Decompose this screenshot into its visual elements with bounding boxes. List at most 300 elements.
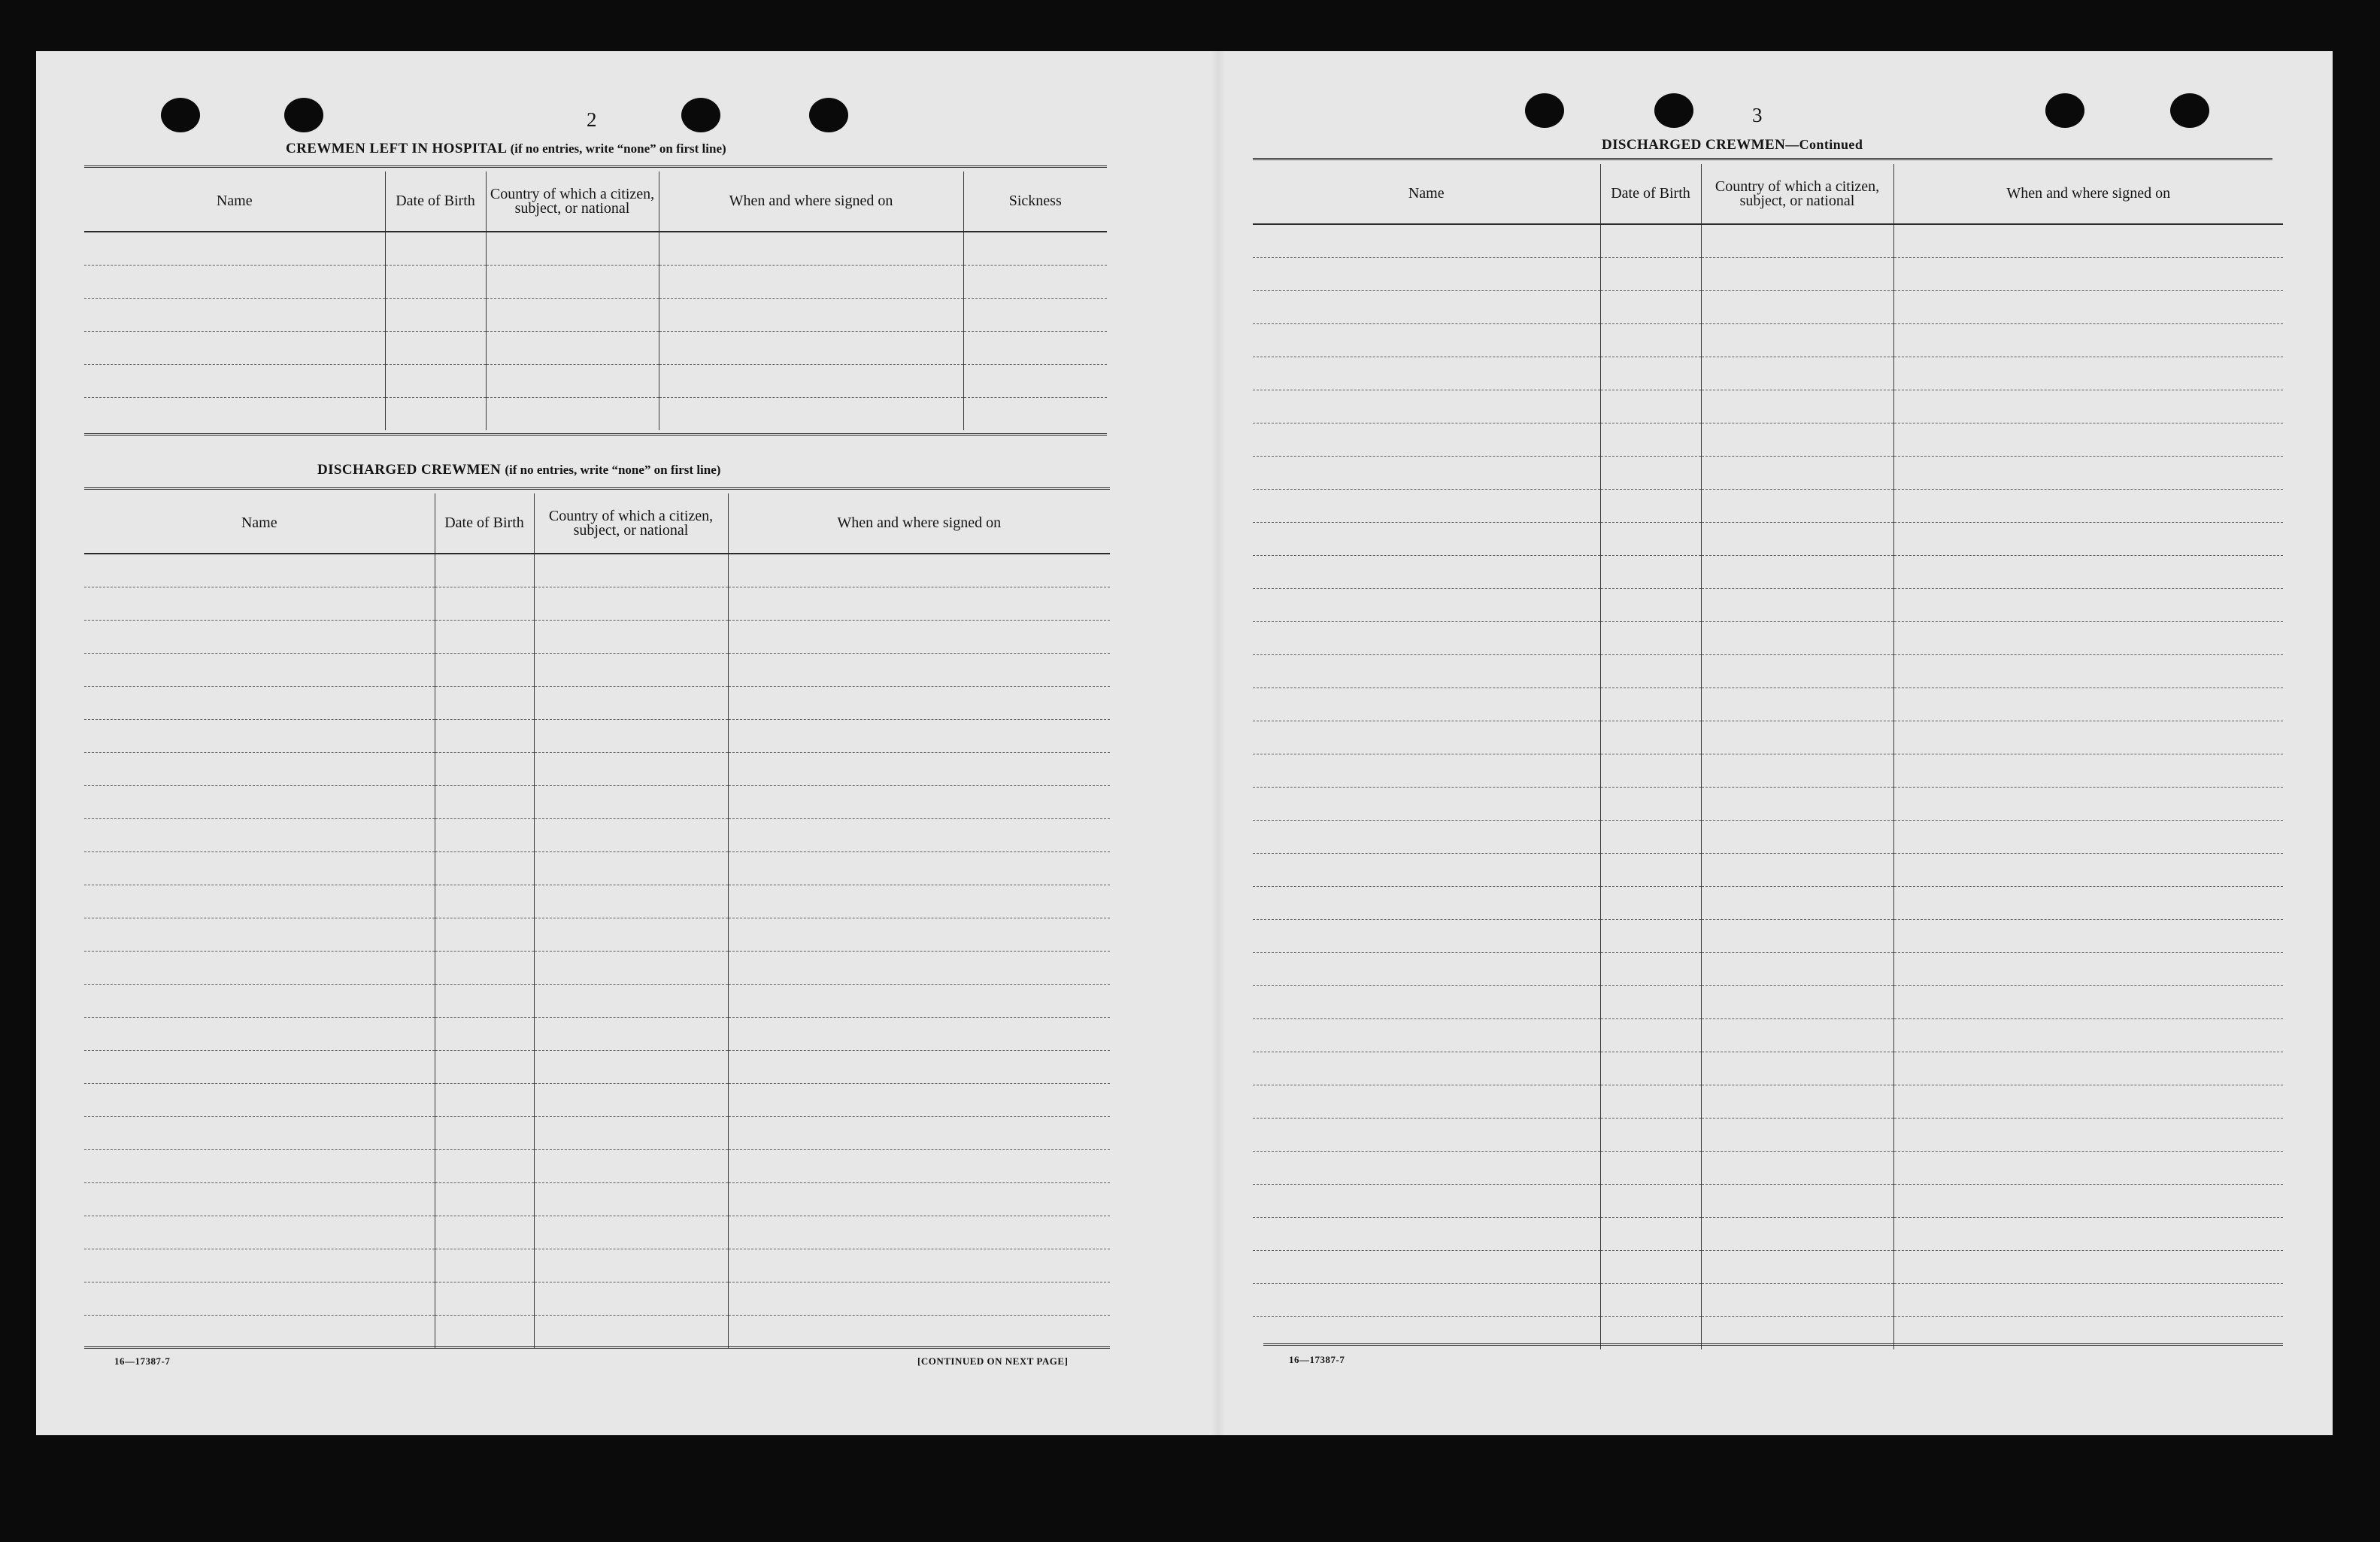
blank-entry-cell: [1600, 621, 1701, 654]
continued-note: [CONTINUED ON NEXT PAGE]: [917, 1355, 1069, 1367]
blank-entry-cell: [435, 653, 534, 686]
col-header-name: Name: [84, 172, 385, 232]
blank-entry-cell: [1253, 323, 1600, 357]
table-row: [84, 554, 1110, 587]
blank-entry-cell: [1701, 1085, 1893, 1118]
blank-entry-cell: [1253, 257, 1600, 290]
blank-entry-cell: [435, 1216, 534, 1249]
blank-entry-cell: [84, 265, 385, 298]
blank-entry-cell: [728, 818, 1110, 851]
blank-entry-cell: [534, 984, 728, 1017]
blank-entry-cell: [435, 851, 534, 885]
blank-entry-cell: [84, 1182, 435, 1216]
blank-entry-cell: [435, 686, 534, 719]
blank-entry-cell: [1253, 456, 1600, 489]
blank-entry-cell: [534, 653, 728, 686]
blank-entry-cell: [435, 1083, 534, 1116]
blank-entry-cell: [728, 918, 1110, 951]
blank-entry-cell: [1253, 853, 1600, 886]
blank-entry-cell: [534, 885, 728, 918]
blank-entry-cell: [1253, 390, 1600, 423]
blank-entry-cell: [1893, 489, 2283, 522]
blank-entry-cell: [1893, 1118, 2283, 1151]
blank-entry-cell: [1893, 1151, 2283, 1184]
blank-entry-cell: [1701, 456, 1893, 489]
blank-entry-cell: [728, 1216, 1110, 1249]
table-row: [1253, 323, 2283, 357]
table-row: [84, 1017, 1110, 1050]
hospital-instruction: (if no entries, write “none” on first line): [510, 141, 726, 156]
discharged-continued-title: [1602, 137, 1863, 153]
blank-entry-cell: [534, 818, 728, 851]
table-row: [84, 1315, 1110, 1348]
blank-entry-cell: [385, 265, 486, 298]
blank-entry-cell: [1253, 985, 1600, 1018]
col-header-dob: Date of Birth: [385, 172, 486, 232]
table-row: [1253, 456, 2283, 489]
discharged-table: [84, 493, 1110, 1348]
blank-entry-cell: [84, 364, 385, 397]
blank-entry-cell: [435, 1182, 534, 1216]
blank-entry-cell: [435, 984, 534, 1017]
blank-entry-cell: [1701, 1052, 1893, 1085]
blank-entry-cell: [1600, 654, 1701, 688]
blank-entry-cell: [1701, 489, 1893, 522]
table-row: [84, 1116, 1110, 1149]
table-row: [1253, 1217, 2283, 1250]
table-row: [1253, 1085, 2283, 1118]
blank-entry-cell: [1600, 1018, 1701, 1052]
blank-entry-cell: [728, 1149, 1110, 1182]
blank-entry-cell: [1893, 1250, 2283, 1283]
discharged-section-title: [317, 462, 720, 478]
blank-entry-cell: [1253, 820, 1600, 853]
blank-entry-cell: [435, 620, 534, 653]
table-row: [1253, 423, 2283, 456]
table-row: [1253, 787, 2283, 820]
table-row: [1253, 1018, 2283, 1052]
blank-entry-cell: [435, 554, 534, 587]
blank-entry-cell: [435, 719, 534, 752]
table-row: [1253, 224, 2283, 257]
blank-entry-cell: [1600, 1217, 1701, 1250]
blank-entry-cell: [1600, 522, 1701, 555]
blank-entry-cell: [435, 918, 534, 951]
blank-entry-cell: [1600, 456, 1701, 489]
punch-hole: [809, 98, 848, 132]
blank-entry-cell: [728, 653, 1110, 686]
blank-entry-cell: [659, 331, 963, 364]
blank-entry-cell: [659, 265, 963, 298]
blank-entry-cell: [728, 1249, 1110, 1282]
table-row: [84, 752, 1110, 785]
blank-entry-cell: [1701, 654, 1893, 688]
table-row: [84, 951, 1110, 984]
blank-entry-cell: [728, 752, 1110, 785]
punch-hole: [2170, 93, 2209, 128]
blank-entry-cell: [1701, 919, 1893, 952]
blank-entry-cell: [84, 785, 435, 818]
table-row: [1253, 886, 2283, 919]
blank-entry-cell: [1893, 952, 2283, 985]
blank-entry-cell: [1600, 1250, 1701, 1283]
blank-entry-cell: [1600, 390, 1701, 423]
blank-entry-cell: [534, 1050, 728, 1083]
punch-hole: [284, 98, 323, 132]
table-row: [1253, 721, 2283, 754]
blank-entry-cell: [534, 719, 728, 752]
blank-entry-cell: [534, 686, 728, 719]
blank-entry-cell: [728, 851, 1110, 885]
blank-entry-cell: [84, 232, 385, 265]
col-header-country: Country of which a citizen, subject, or national: [1701, 164, 1893, 224]
punch-hole: [681, 98, 720, 132]
table-row: [84, 397, 1107, 430]
blank-entry-cell: [1701, 1184, 1893, 1217]
blank-entry-cell: [1893, 886, 2283, 919]
blank-entry-cell: [1600, 886, 1701, 919]
blank-entry-cell: [84, 885, 435, 918]
blank-entry-cell: [1701, 886, 1893, 919]
table-row: [84, 1216, 1110, 1249]
blank-entry-cell: [534, 1282, 728, 1315]
blank-entry-cell: [534, 1149, 728, 1182]
blank-entry-cell: [1701, 820, 1893, 853]
blank-entry-cell: [84, 951, 435, 984]
blank-entry-cell: [1253, 688, 1600, 721]
hospital-bottom-rule: [84, 433, 1107, 436]
blank-entry-cell: [1701, 257, 1893, 290]
blank-entry-cell: [1701, 290, 1893, 323]
table-row: [84, 1282, 1110, 1315]
blank-entry-cell: [435, 1116, 534, 1149]
blank-entry-cell: [84, 1315, 435, 1348]
blank-entry-cell: [1600, 919, 1701, 952]
blank-entry-cell: [84, 1149, 435, 1182]
blank-entry-cell: [728, 984, 1110, 1017]
blank-entry-cell: [534, 1249, 728, 1282]
table-row: [84, 620, 1110, 653]
blank-entry-cell: [534, 918, 728, 951]
blank-entry-cell: [1893, 588, 2283, 621]
blank-entry-cell: [1253, 1052, 1600, 1085]
blank-entry-cell: [1893, 224, 2283, 257]
col-header-name: Name: [84, 493, 435, 554]
blank-entry-cell: [534, 851, 728, 885]
blank-entry-cell: [1701, 588, 1893, 621]
table-row: [84, 785, 1110, 818]
blank-entry-cell: [1893, 688, 2283, 721]
discharged-continued-table: [1253, 164, 2283, 1349]
table-row: [1253, 1184, 2283, 1217]
blank-entry-cell: [84, 719, 435, 752]
blank-entry-cell: [1893, 985, 2283, 1018]
table-row: [1253, 390, 2283, 423]
table-row: [84, 885, 1110, 918]
blank-entry-cell: [1600, 489, 1701, 522]
blank-entry-cell: [728, 587, 1110, 620]
blank-entry-cell: [1893, 754, 2283, 787]
blank-entry-cell: [1893, 853, 2283, 886]
blank-entry-cell: [659, 232, 963, 265]
blank-entry-cell: [84, 918, 435, 951]
hospital-table: [84, 172, 1107, 430]
blank-entry-cell: [1253, 1151, 1600, 1184]
blank-entry-cell: [1701, 754, 1893, 787]
blank-entry-cell: [728, 686, 1110, 719]
blank-entry-cell: [435, 885, 534, 918]
blank-entry-cell: [84, 620, 435, 653]
blank-entry-cell: [963, 364, 1107, 397]
blank-entry-cell: [1253, 886, 1600, 919]
col-header-dob: Date of Birth: [1600, 164, 1701, 224]
blank-entry-cell: [1600, 853, 1701, 886]
table-row: [1253, 290, 2283, 323]
blank-entry-cell: [435, 1017, 534, 1050]
blank-entry-cell: [534, 554, 728, 587]
blank-entry-cell: [1701, 390, 1893, 423]
blank-entry-cell: [728, 885, 1110, 918]
blank-entry-cell: [1893, 257, 2283, 290]
blank-entry-cell: [1600, 754, 1701, 787]
table-row: [84, 653, 1110, 686]
table-row: [1253, 522, 2283, 555]
punch-hole: [1525, 93, 1564, 128]
blank-entry-cell: [1701, 555, 1893, 588]
blank-entry-cell: [84, 1116, 435, 1149]
table-row: [1253, 688, 2283, 721]
form-number-left: 16—17387-7: [114, 1355, 171, 1367]
blank-entry-cell: [1701, 323, 1893, 357]
table-row: [1253, 1151, 2283, 1184]
blank-entry-cell: [1893, 721, 2283, 754]
blank-entry-cell: [728, 554, 1110, 587]
blank-entry-cell: [1253, 621, 1600, 654]
table-row: [84, 1083, 1110, 1116]
table-row: [84, 298, 1107, 331]
table-row: [1253, 1250, 2283, 1283]
blank-entry-cell: [963, 298, 1107, 331]
blank-entry-cell: [1701, 1250, 1893, 1283]
blank-entry-cell: [659, 397, 963, 430]
blank-entry-cell: [1600, 688, 1701, 721]
col-header-signed-on: When and where signed on: [728, 493, 1110, 554]
blank-entry-cell: [1701, 1217, 1893, 1250]
table-row: [84, 851, 1110, 885]
blank-entry-cell: [1253, 1184, 1600, 1217]
table-row: [1253, 357, 2283, 390]
blank-entry-cell: [1893, 820, 2283, 853]
blank-entry-cell: [435, 1282, 534, 1315]
table-row: [84, 364, 1107, 397]
blank-entry-cell: [1600, 1052, 1701, 1085]
blank-entry-cell: [1600, 1151, 1701, 1184]
blank-entry-cell: [1253, 1283, 1600, 1316]
table-row: [1253, 820, 2283, 853]
blank-entry-cell: [1600, 1184, 1701, 1217]
blank-entry-cell: [385, 331, 486, 364]
table-row: [1253, 853, 2283, 886]
blank-entry-cell: [1701, 1283, 1893, 1316]
blank-entry-cell: [728, 719, 1110, 752]
table-row: [84, 331, 1107, 364]
blank-entry-cell: [1600, 588, 1701, 621]
page-number-right: 3: [1752, 104, 1763, 126]
blank-entry-cell: [486, 331, 659, 364]
blank-entry-cell: [435, 1249, 534, 1282]
blank-entry-cell: [1600, 1085, 1701, 1118]
blank-entry-cell: [1701, 1118, 1893, 1151]
blank-entry-cell: [534, 1083, 728, 1116]
blank-entry-cell: [1253, 555, 1600, 588]
blank-entry-cell: [1893, 1217, 2283, 1250]
discharged-continued-title-text: DISCHARGED CREWMEN: [1602, 137, 1786, 153]
table-row: [1253, 1118, 2283, 1151]
blank-entry-cell: [728, 1282, 1110, 1315]
blank-entry-cell: [1893, 357, 2283, 390]
discharged-title-text: DISCHARGED CREWMEN: [317, 462, 502, 478]
blank-entry-cell: [1253, 654, 1600, 688]
table-row: [84, 686, 1110, 719]
table-row: [1253, 919, 2283, 952]
blank-entry-cell: [84, 331, 385, 364]
col-header-signed-on: When and where signed on: [659, 172, 963, 232]
blank-entry-cell: [1253, 357, 1600, 390]
blank-entry-cell: [1253, 1118, 1600, 1151]
blank-entry-cell: [1253, 522, 1600, 555]
blank-entry-cell: [1253, 952, 1600, 985]
punch-hole: [161, 98, 200, 132]
blank-entry-cell: [1893, 1184, 2283, 1217]
blank-entry-cell: [84, 554, 435, 587]
blank-entry-cell: [1253, 290, 1600, 323]
table-row: [84, 918, 1110, 951]
blank-entry-cell: [1600, 357, 1701, 390]
blank-entry-cell: [84, 587, 435, 620]
blank-entry-cell: [435, 1050, 534, 1083]
blank-entry-cell: [435, 951, 534, 984]
col-header-country: Country of which a citizen, subject, or national: [534, 493, 728, 554]
table-row: [1253, 621, 2283, 654]
blank-entry-cell: [385, 298, 486, 331]
table-row: [84, 818, 1110, 851]
blank-entry-cell: [1893, 1052, 2283, 1085]
table-row: [1253, 588, 2283, 621]
blank-entry-cell: [435, 1315, 534, 1348]
blank-entry-cell: [84, 686, 435, 719]
hospital-top-rule: [84, 165, 1107, 168]
blank-entry-cell: [1893, 323, 2283, 357]
table-row: [1253, 985, 2283, 1018]
hospital-section-title: [286, 141, 726, 157]
blank-entry-cell: [1701, 952, 1893, 985]
col-header-sickness: Sickness: [963, 172, 1107, 232]
blank-entry-cell: [1701, 721, 1893, 754]
blank-entry-cell: [1253, 1085, 1600, 1118]
blank-entry-cell: [84, 818, 435, 851]
blank-entry-cell: [84, 1083, 435, 1116]
blank-entry-cell: [486, 397, 659, 430]
blank-entry-cell: [486, 364, 659, 397]
col-header-dob: Date of Birth: [435, 493, 534, 554]
table-row: [84, 587, 1110, 620]
table-row: [84, 1182, 1110, 1216]
blank-entry-cell: [1600, 1118, 1701, 1151]
blank-entry-cell: [728, 1083, 1110, 1116]
blank-entry-cell: [728, 785, 1110, 818]
blank-entry-cell: [1253, 423, 1600, 456]
blank-entry-cell: [1701, 423, 1893, 456]
table-row: [1253, 952, 2283, 985]
blank-entry-cell: [534, 1216, 728, 1249]
blank-entry-cell: [486, 265, 659, 298]
blank-entry-cell: [1893, 290, 2283, 323]
blank-entry-cell: [534, 1116, 728, 1149]
blank-entry-cell: [1600, 721, 1701, 754]
table-row: [84, 1249, 1110, 1282]
hospital-title-text: CREWMEN LEFT IN HOSPITAL: [286, 141, 507, 156]
blank-entry-cell: [1600, 423, 1701, 456]
blank-entry-cell: [963, 232, 1107, 265]
blank-entry-cell: [435, 785, 534, 818]
blank-entry-cell: [385, 364, 486, 397]
table-row: [1253, 257, 2283, 290]
blank-entry-cell: [1893, 456, 2283, 489]
blank-entry-cell: [1600, 290, 1701, 323]
table-row: [84, 1050, 1110, 1083]
col-header-country: Country of which a citizen, subject, or national: [486, 172, 659, 232]
blank-entry-cell: [1893, 787, 2283, 820]
blank-entry-cell: [486, 232, 659, 265]
table-row: [1253, 555, 2283, 588]
blank-entry-cell: [1893, 1085, 2283, 1118]
blank-entry-cell: [534, 620, 728, 653]
blank-entry-cell: [728, 1050, 1110, 1083]
blank-entry-cell: [1701, 1018, 1893, 1052]
blank-entry-cell: [1253, 787, 1600, 820]
blank-entry-cell: [435, 587, 534, 620]
blank-entry-cell: [435, 818, 534, 851]
form-number-right: 16—17387-7: [1289, 1354, 1345, 1365]
blank-entry-cell: [435, 752, 534, 785]
blank-entry-cell: [1600, 820, 1701, 853]
blank-entry-cell: [1893, 1018, 2283, 1052]
blank-entry-cell: [1701, 224, 1893, 257]
blank-entry-cell: [486, 298, 659, 331]
blank-entry-cell: [1893, 654, 2283, 688]
col-header-name: Name: [1253, 164, 1600, 224]
blank-entry-cell: [534, 785, 728, 818]
discharged-bottom-rule: [84, 1346, 1110, 1349]
page-number-left: 2: [587, 108, 597, 131]
blank-entry-cell: [1253, 1250, 1600, 1283]
blank-entry-cell: [84, 1216, 435, 1249]
blank-entry-cell: [1600, 224, 1701, 257]
blank-entry-cell: [1893, 423, 2283, 456]
blank-entry-cell: [1701, 621, 1893, 654]
table-row: [1253, 489, 2283, 522]
blank-entry-cell: [728, 1017, 1110, 1050]
blank-entry-cell: [1600, 1283, 1701, 1316]
blank-entry-cell: [1893, 919, 2283, 952]
blank-entry-cell: [1893, 522, 2283, 555]
blank-entry-cell: [534, 587, 728, 620]
blank-entry-cell: [728, 620, 1110, 653]
blank-entry-cell: [534, 752, 728, 785]
blank-entry-cell: [963, 397, 1107, 430]
table-row: [84, 984, 1110, 1017]
blank-entry-cell: [728, 1315, 1110, 1348]
